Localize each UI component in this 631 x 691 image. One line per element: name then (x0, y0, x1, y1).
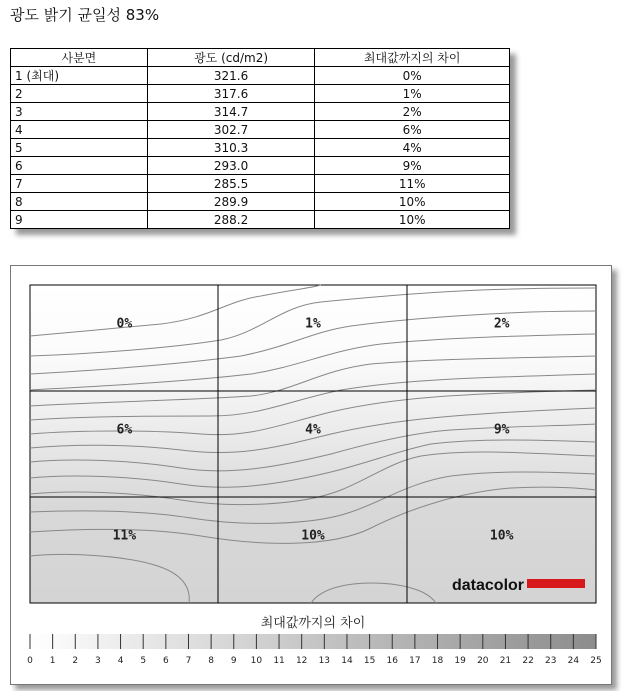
cell-difference: 4% (315, 139, 510, 157)
legend-tick-label: 22 (522, 656, 534, 666)
cell-quadrant: 1 (최대) (11, 67, 148, 85)
zone-label: 1% (305, 316, 321, 332)
legend-tick-label: 10 (250, 656, 263, 666)
legend-tick-label: 14 (341, 656, 353, 666)
cell-luminance: 302.7 (147, 121, 315, 139)
zone-label: 11% (112, 528, 137, 544)
logo-text: datacolor (452, 577, 525, 594)
cell-difference: 10% (315, 211, 510, 229)
uniformity-table-container (10, 48, 510, 229)
legend-tick-label: 18 (431, 656, 444, 666)
legend-tick-label: 5 (140, 656, 147, 666)
uniformity-table (10, 48, 510, 229)
legend-tick-label: 23 (544, 656, 557, 666)
table-row (11, 121, 510, 139)
table-row (11, 175, 510, 193)
legend-title: 최대값까지의 차이 (260, 616, 366, 631)
legend-tick-label: 7 (185, 656, 192, 666)
cell-difference: 6% (315, 121, 510, 139)
legend-tick-label: 20 (477, 656, 489, 666)
cell-quadrant: 9 (11, 211, 148, 229)
legend-tick-label: 12 (295, 656, 308, 666)
legend-tick-label: 24 (567, 656, 580, 666)
legend-tick-label: 9 (230, 656, 237, 666)
zone-label: 9% (493, 422, 510, 438)
zone-label: 4% (305, 422, 321, 438)
col-header-quadrant: 사분면 (11, 49, 148, 67)
col-header-difference: 최대값까지의 차이 (315, 49, 510, 67)
zone-label: 0% (116, 316, 133, 332)
cell-luminance: 310.3 (147, 139, 315, 157)
col-header-luminance: 광도 (cd/m2) (147, 49, 315, 67)
table-row (11, 193, 510, 211)
legend-tick-label: 11 (273, 656, 285, 666)
cell-difference: 0% (315, 67, 510, 85)
table-row (11, 85, 510, 103)
legend-tick-label: 16 (386, 656, 398, 666)
heatmap-area (30, 285, 596, 603)
table-row (11, 211, 510, 229)
legend-tick-label: 0 (27, 656, 33, 666)
cell-difference: 2% (315, 103, 510, 121)
cell-difference: 1% (315, 85, 510, 103)
cell-difference: 9% (315, 157, 510, 175)
cell-quadrant: 5 (11, 139, 148, 157)
table-row (11, 157, 510, 175)
cell-difference: 11% (315, 175, 510, 193)
table-row (11, 67, 510, 85)
zone-label: 10% (489, 528, 514, 544)
uniformity-heatmap (11, 266, 611, 684)
legend-tick-label: 6 (162, 656, 169, 666)
zone-label: 6% (116, 422, 133, 438)
cell-quadrant: 8 (11, 193, 148, 211)
uniformity-chart-panel (10, 265, 612, 685)
cell-luminance: 321.6 (147, 67, 315, 85)
cell-luminance: 293.0 (147, 157, 315, 175)
table-body (11, 67, 510, 229)
zone-label: 10% (301, 528, 325, 544)
logo-red-bar (527, 579, 585, 588)
cell-luminance: 288.2 (147, 211, 315, 229)
cell-luminance: 314.7 (147, 103, 315, 121)
legend-tick-label: 13 (318, 656, 331, 666)
legend-tick-label: 17 (409, 656, 421, 666)
cell-quadrant: 6 (11, 157, 148, 175)
table-row (11, 139, 510, 157)
legend-tick-label: 15 (363, 656, 376, 666)
cell-quadrant: 3 (11, 103, 148, 121)
legend-color-bar (30, 634, 596, 649)
legend-tick-label: 25 (590, 656, 602, 666)
cell-quadrant: 2 (11, 85, 148, 103)
legend-tick-label: 8 (208, 656, 214, 666)
cell-difference: 10% (315, 193, 510, 211)
legend-tick-label: 2 (72, 656, 79, 666)
legend-tick-label: 19 (454, 656, 466, 666)
legend-tick-label: 3 (95, 656, 101, 666)
cell-luminance: 285.5 (147, 175, 315, 193)
table-row (11, 103, 510, 121)
cell-quadrant: 4 (11, 121, 148, 139)
legend-tick-label: 4 (117, 656, 124, 666)
legend-tick-label: 1 (49, 656, 56, 666)
cell-luminance: 317.6 (147, 85, 315, 103)
legend-tick-label: 21 (499, 656, 512, 666)
table-header-row (11, 49, 510, 67)
cell-luminance: 289.9 (147, 193, 315, 211)
cell-quadrant: 7 (11, 175, 148, 193)
page-title: 광도 밝기 균일성 83% (10, 6, 160, 24)
zone-label: 2% (493, 316, 510, 332)
